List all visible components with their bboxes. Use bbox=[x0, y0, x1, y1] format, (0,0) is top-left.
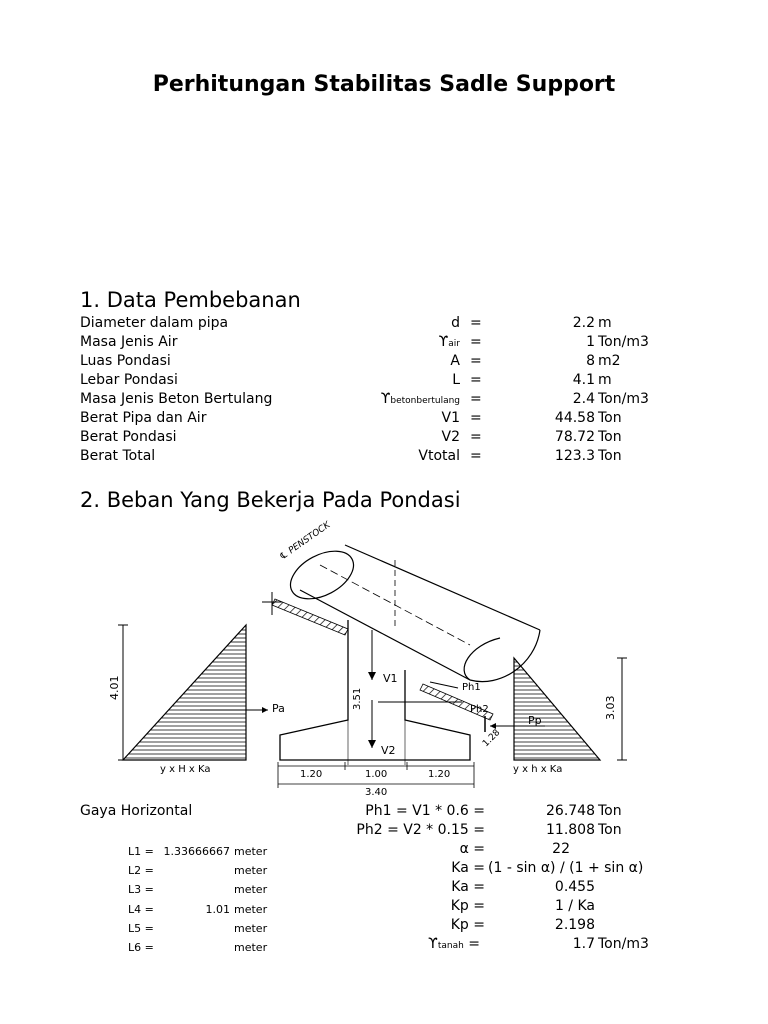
ph2-label: Ph2 bbox=[470, 704, 489, 715]
gaya-value: 11.808 bbox=[546, 822, 595, 838]
gaya-unit: Ton bbox=[598, 803, 622, 819]
row-value: 1 bbox=[586, 334, 595, 350]
height-mid-label: 3.51 bbox=[352, 687, 363, 710]
row-value: 44.58 bbox=[554, 410, 595, 426]
length-name: L6 = bbox=[128, 941, 154, 954]
length-unit: meter bbox=[234, 845, 268, 858]
row-unit: Ton bbox=[598, 410, 622, 426]
row-label: Diameter dalam pipa bbox=[80, 315, 229, 331]
row-unit: m bbox=[598, 372, 612, 388]
length-value: 1.01 bbox=[205, 903, 230, 916]
gaya-horizontal-label: Gaya Horizontal bbox=[80, 803, 193, 819]
gaya-value: 0.455 bbox=[554, 879, 595, 895]
gaya-value: 1 / Ka bbox=[554, 898, 595, 914]
row-eq: = bbox=[470, 353, 482, 369]
row-label: Masa Jenis Air bbox=[80, 334, 178, 350]
row-eq: = bbox=[470, 448, 482, 464]
gaya-lhs: ϒtanah = bbox=[428, 936, 480, 952]
row-eq: = bbox=[470, 429, 482, 445]
row-label: Berat Pipa dan Air bbox=[80, 410, 207, 426]
row-symbol: L bbox=[452, 372, 460, 388]
gaya-unit: Ton/m3 bbox=[598, 936, 649, 952]
saddle-support-diagram bbox=[0, 520, 768, 800]
row-value: 8 bbox=[586, 353, 595, 369]
row-unit: Ton/m3 bbox=[598, 334, 649, 350]
active-pressure-diagram bbox=[118, 625, 268, 760]
row-symbol: V1 bbox=[441, 410, 460, 426]
gaya-unit: Ton bbox=[598, 822, 622, 838]
row-symbol: A bbox=[450, 353, 460, 369]
gaya-lhs: Kp = bbox=[450, 917, 485, 933]
row-eq: = bbox=[470, 372, 482, 388]
penstock-pipe bbox=[283, 541, 540, 681]
length-name: L3 = bbox=[128, 883, 154, 896]
row-label: Berat Pondasi bbox=[80, 429, 177, 445]
gaya-value: 22 bbox=[552, 841, 570, 857]
row-unit: Ton bbox=[598, 448, 622, 464]
row-value: 78.72 bbox=[554, 429, 595, 445]
pa-label: Pa bbox=[272, 702, 285, 715]
row-eq: = bbox=[470, 315, 482, 331]
row-eq: = bbox=[470, 391, 482, 407]
row-symbol: ϒair bbox=[438, 334, 460, 350]
dim-2: 1.00 bbox=[365, 769, 388, 780]
row-label: Luas Pondasi bbox=[80, 353, 171, 369]
row-symbol: ϒbetonbertulang bbox=[380, 391, 460, 407]
slope-label: 1.28 bbox=[481, 727, 503, 750]
gaya-lhs: Ka = bbox=[451, 879, 485, 895]
height-left-label: 4.01 bbox=[108, 675, 121, 700]
length-unit: meter bbox=[234, 922, 268, 935]
gaya-value: (1 - sin α) / (1 + sin α) bbox=[488, 860, 644, 876]
dim-total: 3.40 bbox=[365, 787, 388, 798]
row-value: 4.1 bbox=[572, 372, 595, 388]
length-name: L5 = bbox=[128, 922, 154, 935]
gaya-value: 26.748 bbox=[546, 803, 595, 819]
formula-right-label: y x h x Ka bbox=[513, 764, 563, 775]
dim-1: 1.20 bbox=[300, 769, 323, 780]
gaya-lhs: Ka = bbox=[451, 860, 485, 876]
row-eq: = bbox=[470, 334, 482, 350]
section-2-heading: 2. Beban Yang Bekerja Pada Pondasi bbox=[80, 488, 461, 512]
row-unit: Ton/m3 bbox=[598, 391, 649, 407]
row-value: 2.4 bbox=[572, 391, 595, 407]
length-value: 1.33666667 bbox=[163, 845, 230, 858]
gaya-lhs: Ph2 = V2 * 0.15 = bbox=[356, 822, 485, 838]
length-name: L4 = bbox=[128, 903, 154, 916]
row-label: Masa Jenis Beton Bertulang bbox=[80, 391, 273, 407]
row-value: 2.2 bbox=[572, 315, 595, 331]
length-unit: meter bbox=[234, 883, 268, 896]
row-symbol: d bbox=[451, 315, 460, 331]
row-unit: Ton bbox=[598, 429, 622, 445]
length-unit: meter bbox=[234, 864, 268, 877]
row-value: 123.3 bbox=[554, 448, 595, 464]
gaya-value: 2.198 bbox=[554, 917, 595, 933]
v1-label: V1 bbox=[383, 672, 398, 685]
height-right-label: 3.03 bbox=[604, 695, 617, 720]
length-name: L1 = bbox=[128, 845, 154, 858]
length-unit: meter bbox=[234, 941, 268, 954]
length-unit: meter bbox=[234, 903, 268, 916]
section-1-heading: 1. Data Pembebanan bbox=[80, 288, 301, 312]
row-label: Lebar Pondasi bbox=[80, 372, 178, 388]
length-name: L2 = bbox=[128, 864, 154, 877]
row-eq: = bbox=[470, 410, 482, 426]
penstock-label: ℄ PENSTOCK bbox=[277, 520, 333, 563]
row-symbol: V2 bbox=[441, 429, 460, 445]
row-label: Berat Total bbox=[80, 448, 156, 464]
dim-3: 1.20 bbox=[428, 769, 451, 780]
gaya-lhs: Kp = bbox=[450, 898, 485, 914]
gaya-lhs: α = bbox=[459, 841, 485, 857]
row-unit: m bbox=[598, 315, 612, 331]
page-title: Perhitungan Stabilitas Sadle Support bbox=[152, 72, 616, 97]
pp-label: Pp bbox=[528, 714, 542, 727]
ph1-label: Ph1 bbox=[462, 682, 481, 693]
row-symbol: Vtotal bbox=[418, 448, 460, 464]
row-unit: m2 bbox=[598, 353, 621, 369]
formula-left-label: y x H x Ka bbox=[160, 764, 211, 775]
gaya-value: 1.7 bbox=[572, 936, 595, 952]
gaya-lhs: Ph1 = V1 * 0.6 = bbox=[365, 803, 485, 819]
v2-label: V2 bbox=[381, 744, 396, 757]
